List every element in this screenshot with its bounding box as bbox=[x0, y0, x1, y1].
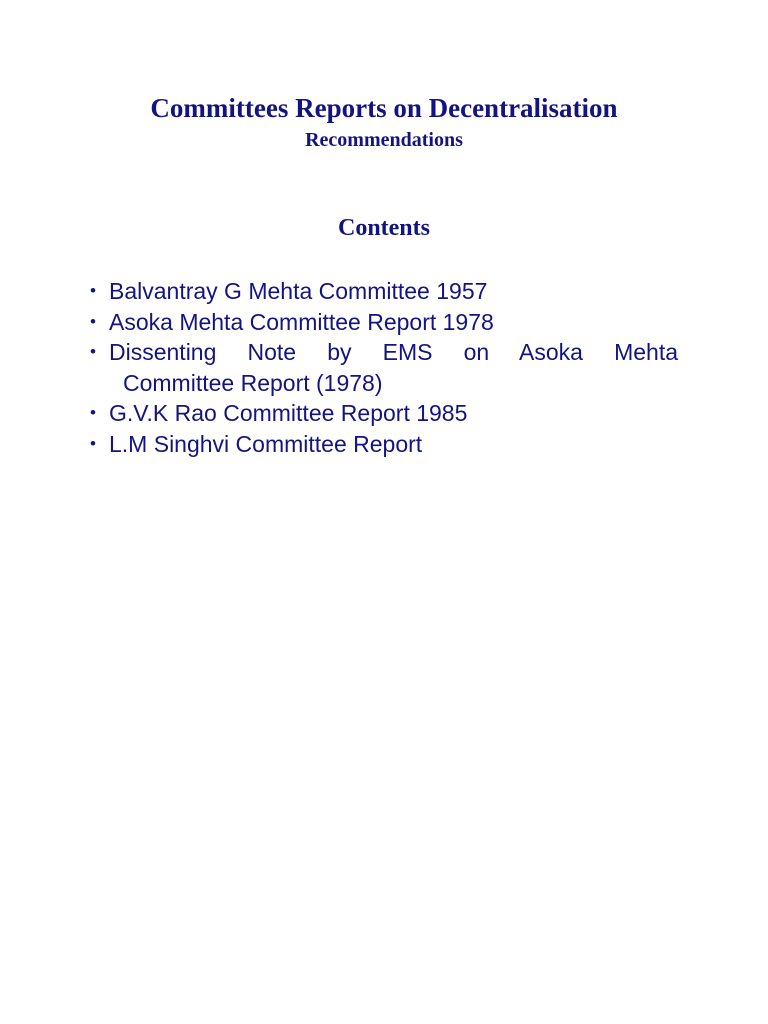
toc-item-label: G.V.K Rao Committee Report 1985 bbox=[109, 400, 468, 426]
bullet-icon: • bbox=[90, 342, 96, 361]
toc-item-label: Asoka Mehta Committee Report 1978 bbox=[109, 308, 494, 335]
bullet-icon: • bbox=[90, 433, 96, 453]
document-title: Committees Reports on Decentralisation bbox=[150, 93, 618, 123]
toc-item-gvk-rao bbox=[88, 398, 678, 429]
toc-item-label: Dissenting Note by EMS on Asoka Mehta bbox=[109, 339, 678, 365]
document-subtitle: Recommendations bbox=[305, 129, 463, 151]
bullet-icon: • bbox=[90, 403, 96, 422]
toc-item-asoka-mehta bbox=[88, 307, 678, 338]
contents-heading: Contents bbox=[337, 215, 430, 241]
toc-item-label-continuation: Committee Report (1978) bbox=[123, 369, 383, 396]
table-of-contents bbox=[88, 276, 678, 459]
toc-item-label: L.M Singhvi Committee Report bbox=[109, 430, 423, 457]
toc-item-label: Balvantray G Mehta Committee 1957 bbox=[109, 278, 488, 304]
bullet-icon: • bbox=[90, 311, 96, 331]
toc-item-lm-singhvi bbox=[88, 429, 678, 460]
toc-item-balvantray-mehta bbox=[88, 276, 678, 307]
toc-item-dissenting-note bbox=[88, 337, 678, 398]
bullet-icon: • bbox=[90, 281, 96, 300]
